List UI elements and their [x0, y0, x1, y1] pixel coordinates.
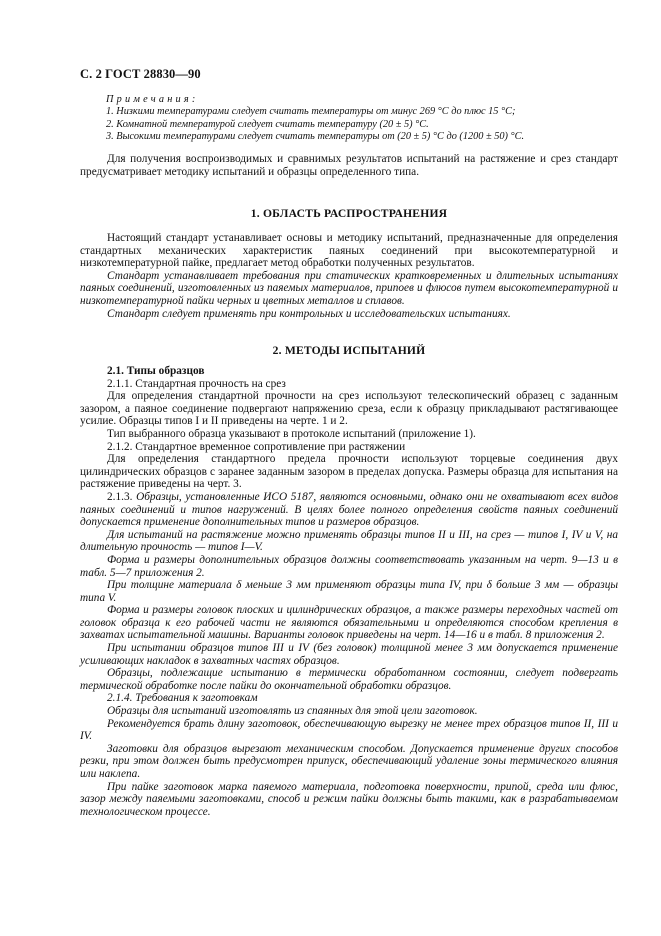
paragraph: Для определения стандартного предела прочности используют торцевые соединения двух цилиндрических образцов с заранее заданным зазором в пределах допуска. Размеры образца для испытания на растяжение приведены на черт. 3. [80, 453, 618, 491]
note-item: 1. Низкими температурами следует считать температуры от минус 269 °С до плюс 15 °С; [106, 106, 516, 118]
section-2-title: 2. МЕТОДЫ ИСПЫТАНИЙ [272, 344, 426, 357]
intro-block [80, 153, 618, 178]
intro-paragraph: Для получения воспроизводимых и сравнимых результатов испытаний на растяжение и срез стандарт предусматривает методику испытаний и образцы определенного типа. [80, 153, 618, 178]
paragraph: При пайке заготовок марка паяемого материала, подготовка поверхности, припой, среда или флюс, зазор между паяемыми заготовками, способ и режим пайки должны быть такими, как в разрабатываемом технологическом процессе. [80, 780, 618, 818]
clause-heading: 2.1.4. Требования к заготовкам [107, 692, 258, 705]
paragraph: Форма и размеры дополнительных образцов должны соответствовать указанным на черт. 9—13 и в табл. 5—7 приложения 2. [80, 553, 618, 579]
paragraph: Заготовки для образцов вырезают механическим способом. Допускается применение других способов резки, при этом должен быть предусмотрен припуск, обеспечивающий удаление зоны термического влияния или наклепа. [80, 742, 618, 780]
page-header: С. 2 ГОСТ 28830—90 [80, 67, 201, 81]
paragraph: Тип выбранного образца указывают в протоколе испытаний (приложение 1). [107, 427, 476, 440]
paragraph: Рекомендуется брать длину заготовок, обеспечивающую вырезку не менее трех образцов типов II, III и IV. [80, 717, 618, 743]
paragraph: При толщине материала δ меньше 3 мм применяют образцы типа IV, при δ больше 3 мм — образцы типа V. [80, 579, 618, 604]
paragraph: Для испытаний на растяжение можно применять образцы типов II и III, на срез — типов I, IV и V, на длительную прочность — типов I—V. [80, 528, 618, 554]
clause-number: 2.1.3. [107, 490, 133, 503]
paragraph: Настоящий стандарт устанавливает основы и методику испытаний, предназначенные для определения стандартных механических характеристик паяных соединений при высокотемпературной и низкотемпературной пайке, предлагает метод обработки полученных результатов. [80, 232, 618, 270]
notes-title: Примечания: [106, 94, 199, 105]
clause-heading: 2.1.2. Стандартное временное сопротивление при растяжении [107, 440, 406, 453]
section-1-body [80, 232, 618, 320]
note-item: 3. Высокими температурами следует считать температуры от (20 ± 5) °С до (1200 ± 50) °С. [106, 131, 525, 143]
clause-text: Образцы, установленные ИСО 5187, являются основными, однако они не охватывают всех видов паяных соединений и типов нагружений. В целях более полного определения свойств паяных соединений допускается применение дополнительных типов и размеров образцов. [80, 490, 618, 529]
paragraph: Образцы для испытаний изготовлять из спаянных для этой цели заготовок. [107, 705, 478, 718]
subsection-heading: 2.1. Типы образцов [107, 365, 205, 377]
paragraph: Стандарт устанавливает требования при статических кратковременных и длительных испытаниях паяных соединений, изготовленных из паяемых материалов, припоев и флюсов путем высокотемпературной и низкотемпературной пайки черных и цветных металлов и сплавов. [80, 269, 618, 307]
section-2-body [80, 365, 618, 818]
paragraph [80, 491, 618, 529]
section-1-title: 1. ОБЛАСТЬ РАСПРОСТРАНЕНИЯ [250, 207, 448, 220]
paragraph: Для определения стандартной прочности на срез используют телескопический образец с заданным зазором, а паяное соединение подвергают напряжению среза, если к образцу прикладывают растягивающее усилие. Образцы типов I и II приведены на черте. 1 и 2. [80, 390, 618, 428]
note-item: 2. Комнатной температурой следует считать температуру (20 ± 5) °С. [106, 118, 429, 130]
notes-block [106, 94, 606, 144]
clause-heading: 2.1.1. Стандартная прочность на срез [107, 377, 286, 390]
paragraph: Форма и размеры головок плоских и цилиндрических образцов, а также размеры переходных частей от головок образца к его рабочей части не являются обязательными и определяются способом крепления в захватах испытательной машины. Варианты головок приведены на черт. 14—16 и в табл. 8 приложения 2. [80, 604, 618, 642]
paragraph: Образцы, подлежащие испытанию в термически обработанном состоянии, следует подвергать термической обработке после пайки до окончательной обработки образцов. [80, 667, 618, 692]
paragraph: Стандарт следует применять при контрольных и исследовательских испытаниях. [107, 307, 511, 320]
paragraph: При испытании образцов типов III и IV (без головок) толщиной менее 3 мм допускается применение усиливающих накладок в захватных частях образцов. [80, 642, 618, 667]
